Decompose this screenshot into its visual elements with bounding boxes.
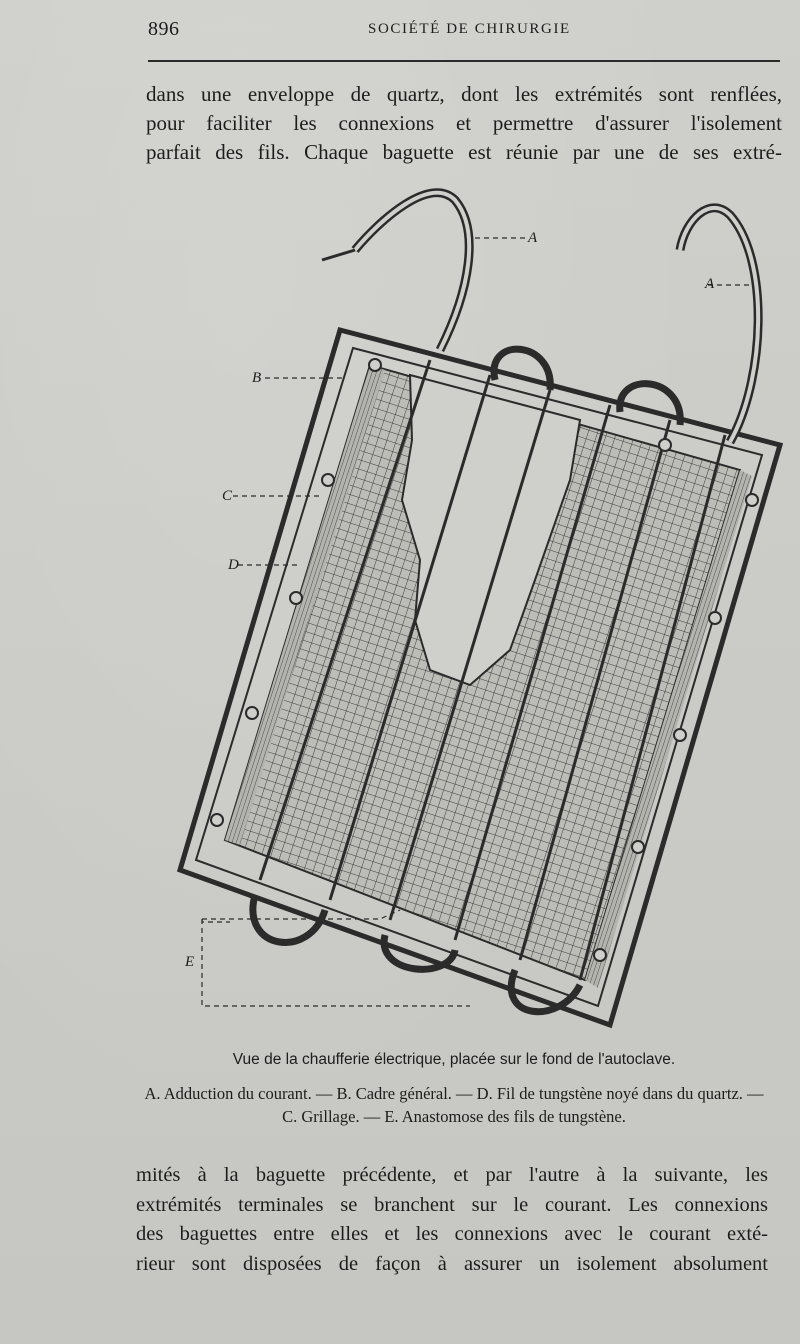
header-rule [148,60,780,62]
paragraph-top [146,80,782,167]
text-line: dans une enveloppe de quartz, dont les extrémités sont renflées, [146,82,782,106]
label-a1: A [528,230,538,246]
text-line: extrémités terminales se branchent sur le courant. Les connexions [136,1193,768,1216]
legend-item: D. Fil de tungstène noyé dans du quartz. — [476,1084,764,1103]
running-title: SOCIÉTÉ DE CHIRURGIE [368,21,571,37]
text-line: mités à la baguette précédente, et par l'autre à la suivante, les [136,1164,768,1186]
text-line: pour faciliter les connexions et permettre d'assurer l'isolement [146,111,782,135]
label-e: E [185,954,195,970]
page-number: 896 [148,18,180,40]
legend-item: E. Anastomose des fils de tungstène. [384,1107,626,1126]
legend-item: A. Adduction du courant. — [144,1084,333,1103]
label-c: C [222,488,233,504]
text-line: des baguettes entre elles et les connexions avec le courant exté- [136,1223,768,1245]
page-header [148,18,780,44]
legend-item: B. Cadre général. — [336,1084,473,1103]
legend-item: C. Grillage. — [282,1107,381,1126]
paragraph-bottom [136,1161,768,1279]
label-a2: A [705,276,715,292]
figure-legend [140,1082,768,1128]
text-line: rieur sont disposées de façon à assurer un isolement absolument [136,1252,768,1275]
label-b: B [252,370,262,386]
figure-caption: Vue de la chaufferie électrique, placée sur le fond de l'autoclave. [232,1051,676,1068]
heater-illustration [140,180,790,1040]
label-d: D [228,557,239,573]
text-line: parfait des fils. Chaque baguette est réunie par une de ses extré- [146,140,782,164]
